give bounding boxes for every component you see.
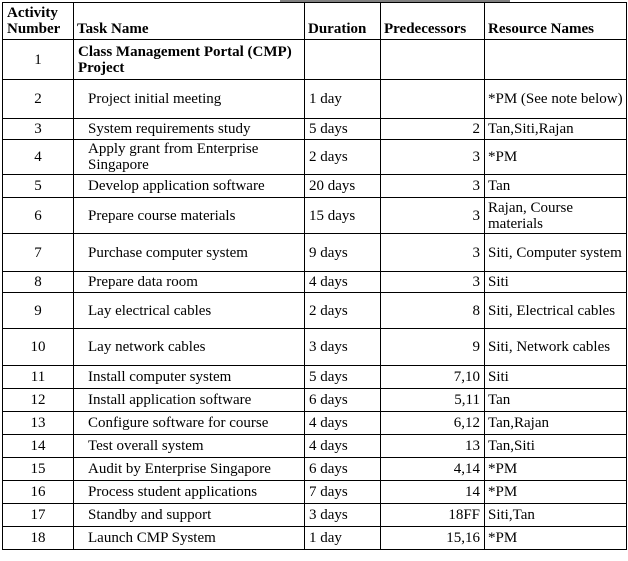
predecessors-cell: 13 bbox=[381, 435, 485, 458]
table-row bbox=[3, 366, 627, 389]
table-row bbox=[3, 389, 627, 412]
activity-number-cell: 1 bbox=[3, 40, 74, 80]
resource-names-cell: Tan,Rajan bbox=[485, 412, 627, 435]
activity-number-cell: 15 bbox=[3, 458, 74, 481]
task-name-cell: Prepare course materials bbox=[74, 198, 305, 234]
predecessors-cell: 5,11 bbox=[381, 389, 485, 412]
predecessors-cell: 7,10 bbox=[381, 366, 485, 389]
duration-cell: 2 days bbox=[305, 140, 381, 175]
predecessors-cell: 3 bbox=[381, 140, 485, 175]
predecessors-cell: 3 bbox=[381, 234, 485, 272]
predecessors-cell bbox=[381, 80, 485, 119]
predecessors-cell: 2 bbox=[381, 119, 485, 140]
activity-number-cell: 9 bbox=[3, 293, 74, 329]
predecessors-cell: 3 bbox=[381, 272, 485, 293]
predecessors-cell: 9 bbox=[381, 329, 485, 366]
task-name-cell: Class Management Portal (CMP) Project bbox=[74, 40, 305, 80]
duration-cell: 15 days bbox=[305, 198, 381, 234]
table-row bbox=[3, 272, 627, 293]
table-row bbox=[3, 234, 627, 272]
table-row bbox=[3, 435, 627, 458]
task-name-cell: Process student applications bbox=[74, 481, 305, 504]
duration-cell: 1 day bbox=[305, 527, 381, 550]
duration-cell bbox=[305, 40, 381, 80]
predecessors-cell: 3 bbox=[381, 175, 485, 198]
table-row bbox=[3, 293, 627, 329]
resource-names-cell: Siti, Electrical cables bbox=[485, 293, 627, 329]
task-name-cell: Audit by Enterprise Singapore bbox=[74, 458, 305, 481]
resource-names-cell: *PM (See note below) bbox=[485, 80, 627, 119]
activity-number-cell: 3 bbox=[3, 119, 74, 140]
resource-names-cell: Siti bbox=[485, 272, 627, 293]
predecessors-cell: 14 bbox=[381, 481, 485, 504]
resource-names-cell: Tan,Siti,Rajan bbox=[485, 119, 627, 140]
task-name-cell: Launch CMP System bbox=[74, 527, 305, 550]
resource-names-cell: Siti, Computer system bbox=[485, 234, 627, 272]
predecessors-cell: 8 bbox=[381, 293, 485, 329]
task-name-cell: Standby and support bbox=[74, 504, 305, 527]
duration-cell: 1 day bbox=[305, 80, 381, 119]
table-row bbox=[3, 412, 627, 435]
duration-cell: 9 days bbox=[305, 234, 381, 272]
activity-number-cell: 6 bbox=[3, 198, 74, 234]
duration-cell: 7 days bbox=[305, 481, 381, 504]
predecessors-cell: 6,12 bbox=[381, 412, 485, 435]
task-name-cell: Purchase computer system bbox=[74, 234, 305, 272]
duration-cell: 4 days bbox=[305, 412, 381, 435]
table-row bbox=[3, 481, 627, 504]
activity-number-cell: 8 bbox=[3, 272, 74, 293]
activity-number-cell: 12 bbox=[3, 389, 74, 412]
activity-number-cell: 17 bbox=[3, 504, 74, 527]
duration-cell: 2 days bbox=[305, 293, 381, 329]
header-row bbox=[3, 3, 627, 40]
task-name-cell: Lay network cables bbox=[74, 329, 305, 366]
activity-number-cell: 11 bbox=[3, 366, 74, 389]
task-name-cell: Develop application software bbox=[74, 175, 305, 198]
table-row bbox=[3, 458, 627, 481]
activity-number-cell: 10 bbox=[3, 329, 74, 366]
task-name-cell: System requirements study bbox=[74, 119, 305, 140]
resource-names-cell: Tan,Siti bbox=[485, 435, 627, 458]
table-row bbox=[3, 198, 627, 234]
duration-cell: 6 days bbox=[305, 389, 381, 412]
task-name-cell: Configure software for course bbox=[74, 412, 305, 435]
duration-cell: 20 days bbox=[305, 175, 381, 198]
header-activity-number: Activity Number bbox=[3, 3, 74, 40]
activity-number-cell: 5 bbox=[3, 175, 74, 198]
task-name-cell: Install application software bbox=[74, 389, 305, 412]
duration-cell: 5 days bbox=[305, 366, 381, 389]
header-task-name: Task Name bbox=[74, 3, 305, 40]
resource-names-cell: *PM bbox=[485, 527, 627, 550]
resource-names-cell: Tan bbox=[485, 175, 627, 198]
activity-number-cell: 7 bbox=[3, 234, 74, 272]
resource-names-cell: Siti bbox=[485, 366, 627, 389]
duration-cell: 4 days bbox=[305, 272, 381, 293]
header-predecessors: Predecessors bbox=[381, 3, 485, 40]
task-name-cell: Test overall system bbox=[74, 435, 305, 458]
duration-cell: 3 days bbox=[305, 504, 381, 527]
duration-cell: 3 days bbox=[305, 329, 381, 366]
resource-names-cell: Siti,Tan bbox=[485, 504, 627, 527]
predecessors-cell: 15,16 bbox=[381, 527, 485, 550]
predecessors-cell bbox=[381, 40, 485, 80]
activity-number-cell: 18 bbox=[3, 527, 74, 550]
predecessors-cell: 3 bbox=[381, 198, 485, 234]
resource-names-cell bbox=[485, 40, 627, 80]
activity-table bbox=[2, 2, 627, 550]
activity-number-cell: 13 bbox=[3, 412, 74, 435]
task-name-cell: Project initial meeting bbox=[74, 80, 305, 119]
duration-cell: 4 days bbox=[305, 435, 381, 458]
resource-names-cell: *PM bbox=[485, 458, 627, 481]
predecessors-cell: 4,14 bbox=[381, 458, 485, 481]
table-row bbox=[3, 80, 627, 119]
table-row bbox=[3, 140, 627, 175]
resource-names-cell: *PM bbox=[485, 481, 627, 504]
duration-cell: 6 days bbox=[305, 458, 381, 481]
table-row bbox=[3, 504, 627, 527]
header-resource-names: Resource Names bbox=[485, 3, 627, 40]
resource-names-cell: Tan bbox=[485, 389, 627, 412]
table-row bbox=[3, 527, 627, 550]
header-duration: Duration bbox=[305, 3, 381, 40]
task-name-cell: Install computer system bbox=[74, 366, 305, 389]
task-name-cell: Prepare data room bbox=[74, 272, 305, 293]
activity-number-cell: 4 bbox=[3, 140, 74, 175]
activity-number-cell: 2 bbox=[3, 80, 74, 119]
table-row bbox=[3, 40, 627, 80]
table-row bbox=[3, 119, 627, 140]
task-name-cell: Apply grant from Enterprise Singapore bbox=[74, 140, 305, 175]
duration-cell: 5 days bbox=[305, 119, 381, 140]
resource-names-cell: Siti, Network cables bbox=[485, 329, 627, 366]
task-name-cell: Lay electrical cables bbox=[74, 293, 305, 329]
activity-number-cell: 16 bbox=[3, 481, 74, 504]
resource-names-cell: *PM bbox=[485, 140, 627, 175]
predecessors-cell: 18FF bbox=[381, 504, 485, 527]
resource-names-cell: Rajan, Course materials bbox=[485, 198, 627, 234]
table-row bbox=[3, 175, 627, 198]
activity-number-cell: 14 bbox=[3, 435, 74, 458]
table-row bbox=[3, 329, 627, 366]
